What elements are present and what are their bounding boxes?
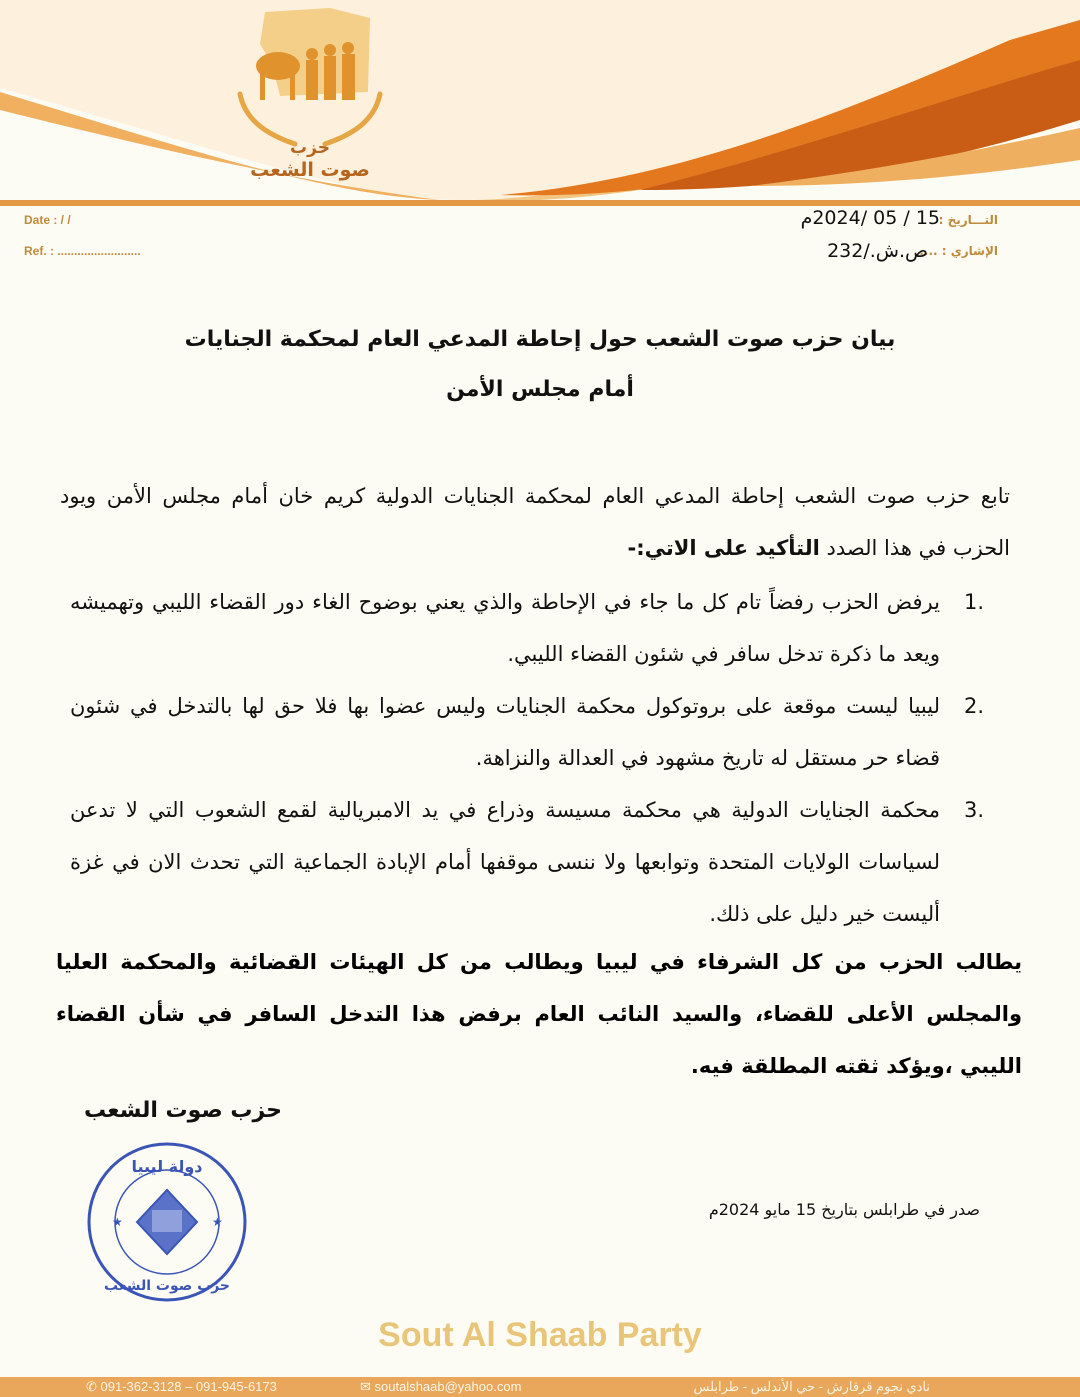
stamp-party-text: حزب صوت الشعب [103, 1278, 231, 1294]
stamp-ring-text: دولة ليبيا [131, 1157, 203, 1176]
list-item [70, 680, 984, 784]
svg-text:★: ★ [112, 1215, 123, 1229]
intro-paragraph [60, 470, 1010, 574]
logo-name-line2: صوت الشعب [250, 159, 370, 181]
date-value: 15 / 05 /2024م [800, 207, 940, 229]
footer-email: ✉ soutalshaab@yahoo.com [360, 1379, 522, 1394]
list-item-text: ليبيا ليست موقعة على بروتوكول محكمة الجنايات وليس عضوا بها فلا حق لها بالتدخل في شئون قضاء حر مستقل له تاريخ مشهود في العدالة والنزاهة. [70, 694, 940, 770]
svg-text:★: ★ [212, 1215, 223, 1229]
list-item-text: محكمة الجنايات الدولية هي محكمة مسيسة وذراع في يد الامبريالية لقمع الشعوب التي لا تدعن لسياسات الولايات المتحدة وتوابعها ولا ننسى موقفها أمام الإبادة الجماعية التي تحدث الان في غزة أليست خير دليل على ذلك. [70, 798, 940, 926]
ref-value: ص.ش./232 [827, 240, 928, 262]
list-item-text: يرفض الحزب رفضاً تام كل ما جاء في الإحاطة والذي يعني بوضوح الغاء دور القضاء الليبي وتهميشه ويعد ما ذكرة تدخل سافر في شئون القضاء الليبي. [70, 590, 940, 666]
list-item [70, 784, 984, 940]
statement-title: بيان حزب صوت الشعب حول إحاطة المدعي العام لمحكمة الجنايات [184, 327, 896, 352]
ref-label-ar: الإشاري : .... [919, 244, 998, 258]
footer-address: نادي نجوم قرقارش - حي الأندلس - طرابلس [693, 1379, 930, 1394]
signature-name: حزب صوت الشعب [84, 1098, 283, 1123]
list-item [70, 576, 984, 680]
statement-subtitle: أمام مجلس الأمن [446, 377, 634, 402]
intro-text: تابع حزب صوت الشعب إحاطة المدعي العام لمحكمة الجنايات الدولية كريم خان أمام مجلس الأمن ويود الحزب في هذا الصدد [60, 484, 1010, 560]
intro-emphasis: التأكيد على الاتي:- [627, 536, 820, 560]
official-stamp [82, 1140, 252, 1305]
header-wave-decoration [0, 0, 1080, 230]
footer-bar [0, 1377, 1080, 1397]
logo-caption [240, 138, 380, 182]
list-item-number: 2. [963, 694, 984, 718]
logo-name-line1: حزب [290, 138, 330, 158]
list-item-number: 1. [963, 590, 984, 614]
party-name-english: Sout Al Shaab Party [378, 1316, 702, 1354]
date-label-ar: التـــاريخ : [938, 213, 998, 227]
list-item-number: 3. [963, 798, 984, 822]
demand-paragraph: يطالب الحزب من كل الشرفاء في ليبيا ويطالب من كل الهيئات القضائية والمحكمة العليا والمجلس الأعلى للقضاء، والسيد النائب العام برفض هذا التدخل السافر في شأن القضاء الليبي ،ويؤكد ثقته المطلقة فيه. [56, 950, 1022, 1078]
date-label-en: Date : / / [24, 213, 71, 227]
issued-date: صدر في طرابلس بتاريخ 15 مايو 2024م [708, 1200, 980, 1219]
footer-phones: ✆ 091-362-3128 – 091-945-6173 [86, 1379, 277, 1394]
ref-label-en: Ref. : ......................... [24, 244, 141, 258]
